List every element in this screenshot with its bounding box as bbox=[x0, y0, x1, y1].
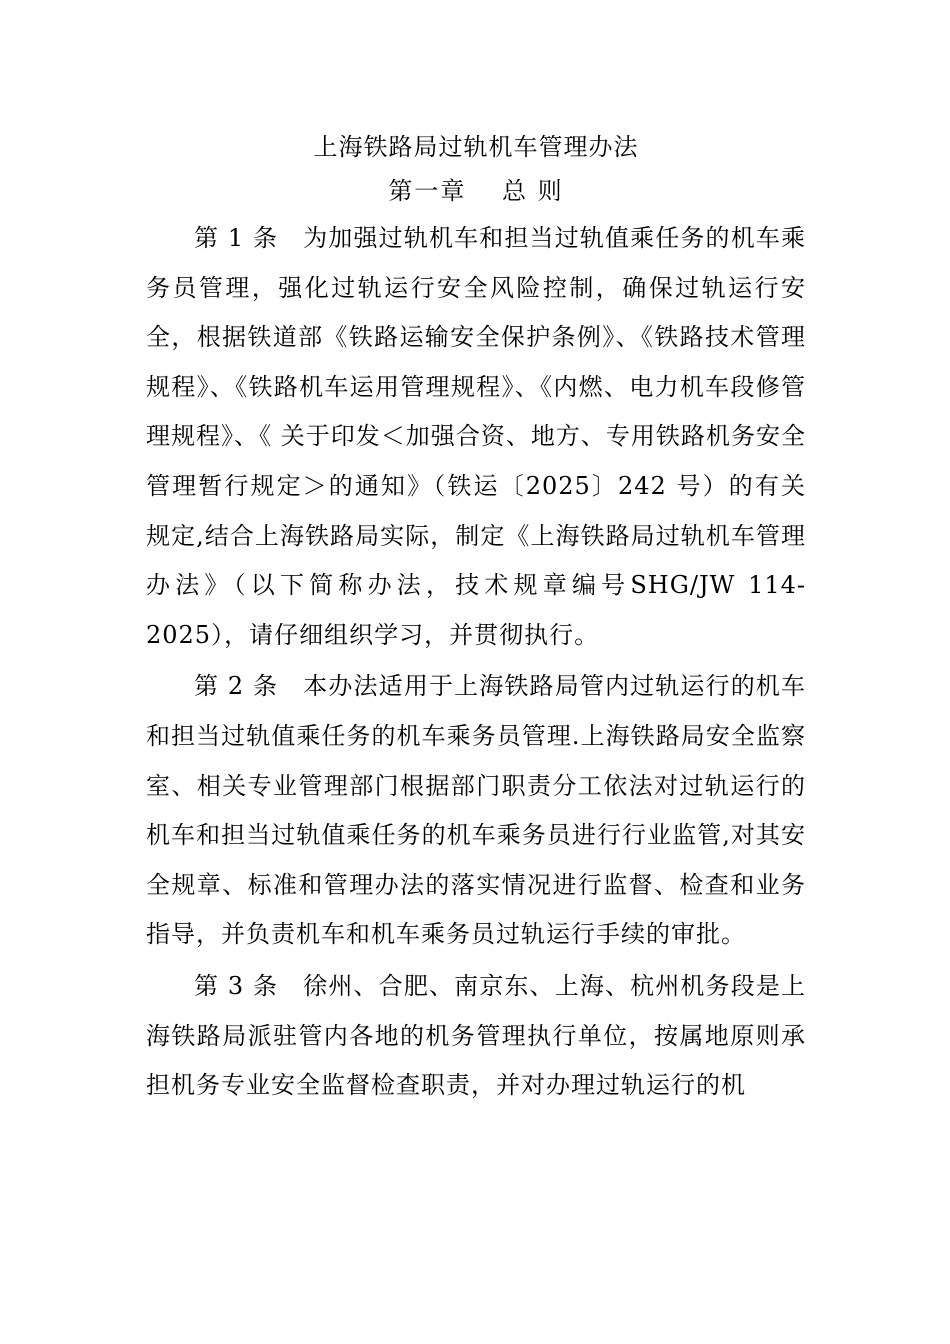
article-3-text: 徐州、合肥、南京东、上海、杭州机务段是上海铁路局派驻管内各地的机务管理执行单位，按属地原则承担机务专业安全监督检查职责，并对办理过轨运行的机 bbox=[146, 971, 806, 1100]
chapter-title: 第一章 总 则 bbox=[388, 177, 564, 205]
article-2-label: 第 2 条 bbox=[194, 672, 304, 701]
article-3-label: 第 3 条 bbox=[194, 971, 304, 1000]
document-title: 上海铁路局过轨机车管理办法 bbox=[313, 133, 639, 161]
article-1-label: 第 1 条 bbox=[194, 224, 304, 252]
article-1 bbox=[146, 214, 806, 660]
document-page bbox=[146, 128, 806, 1111]
article-2-text: 本办法适用于上海铁路局管内过轨运行的机车和担当过轨值乘任务的机车乘务员管理.上海铁路局安全监察室、相关专业管理部门根据部门职责分工依法对过轨运行的机车和担当过轨值乘任务的机车乘务员进行行业监管,对其安全规章、标准和管理办法的落实情况进行监督、检查和业务指导，并负责机车和机车乘务员过轨运行手续的审批。 bbox=[146, 672, 806, 949]
article-2 bbox=[146, 662, 806, 960]
article-3 bbox=[146, 962, 806, 1111]
article-1-text: 为加强过轨机车和担当过轨值乘任务的机车乘务员管理，强化过轨运行安全风险控制，确保过轨运行安全，根据铁道部《铁路运输安全保护条例》、《铁路技术管理规程》、《铁路机车运用管理规程》、《内燃、电力机车段修管理规程》、《 关于印发＜加强合资、地方、专用铁路机务安全管理暂行规定＞的通知》（铁运〔2025〕242 号）的有关规定,结合上海铁路局实际，制定《上海铁路局过轨机车管理办法》（以下简称办法，技术规章编号SHG/JW 114-2025），请仔细组织学习，并贯彻执行。 bbox=[146, 224, 806, 649]
